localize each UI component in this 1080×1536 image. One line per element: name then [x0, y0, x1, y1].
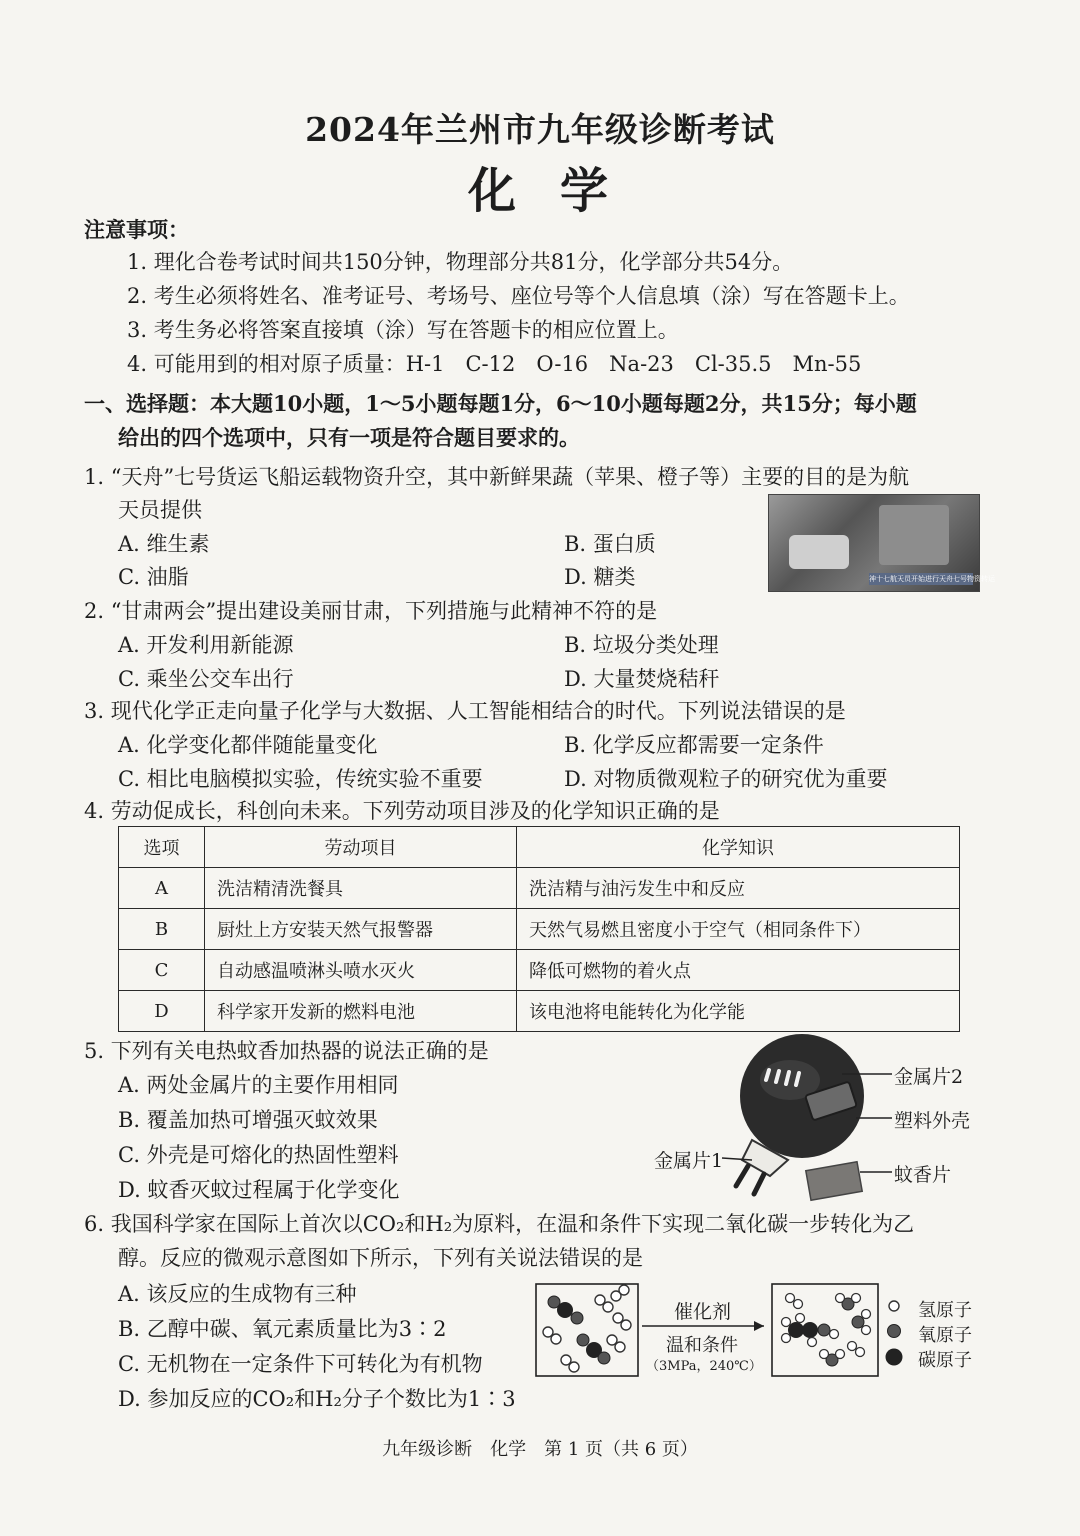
q3-option-d: D. 对物质微观粒子的研究优为重要: [564, 767, 888, 791]
table-cell: 科学家开发新的燃料电池: [205, 991, 517, 1032]
q5-option-a: A. 两处金属片的主要作用相同: [118, 1073, 399, 1097]
table-cell: A: [119, 868, 205, 909]
table-header: 劳动项目: [205, 827, 517, 868]
q5-option-b: B. 覆盖加热可增强灭蚊效果: [118, 1108, 378, 1132]
q1-option-b: B. 蛋白质: [564, 532, 656, 556]
section-heading-cont: 给出的四个选项中，只有一项是符合题目要求的。: [118, 425, 580, 450]
q2-option-b: B. 垃圾分类处理: [564, 633, 719, 657]
q5-option-c: C. 外壳是可熔化的热固性塑料: [118, 1143, 399, 1167]
notice-item: 3. 考生务必将答案直接填（涂）写在答题卡的相应位置上。: [127, 318, 679, 342]
q2-stem: 2. “甘肃两会”提出建设美丽甘肃，下列措施与此精神不符的是: [84, 599, 658, 623]
exam-title: 2024年兰州市九年级诊断考试: [305, 110, 775, 149]
table-cell: C: [119, 950, 205, 991]
label-plastic-shell: 塑料外壳: [894, 1110, 971, 1132]
q6-option-b: B. 乙醇中碳、氧元素质量比为3∶2: [118, 1317, 447, 1341]
q1-stem-cont: 天员提供: [118, 498, 202, 522]
notice-heading: 注意事项：: [84, 217, 189, 242]
q2-option-c: C. 乘坐公交车出行: [118, 667, 294, 691]
table-cell: 厨灶上方安装天然气报警器: [205, 909, 517, 950]
legend-hydrogen: 氢原子: [918, 1300, 972, 1321]
condition-label: 温和条件: [666, 1335, 738, 1356]
table-header: 选项: [119, 827, 205, 868]
notice-item: 4. 可能用到的相对原子质量：H-1 C-12 O-16 Na-23 Cl-35.5 Mn-55: [127, 352, 862, 376]
label-metal2: 金属片2: [894, 1066, 964, 1088]
table-cell: 自动感温喷淋头喷水灭火: [205, 950, 517, 991]
section-heading: 一、选择题：本大题10小题，1～5小题每题1分，6～10小题每题2分，共15分；每小题: [84, 391, 917, 416]
legend-carbon-marker: [886, 1349, 903, 1366]
q3-option-a: A. 化学变化都伴随能量变化: [118, 733, 378, 757]
table-cell: 洗洁精清洗餐具: [205, 868, 517, 909]
table-cell: 降低可燃物的着火点: [517, 950, 960, 991]
q5-option-d: D. 蚊香灭蚊过程属于化学变化: [118, 1178, 400, 1202]
q3-option-c: C. 相比电脑模拟实验，传统实验不重要: [118, 767, 483, 791]
legend-oxygen-marker: [888, 1325, 901, 1338]
params-label: （3MPa，240℃）: [646, 1359, 762, 1374]
table-cell: B: [119, 909, 205, 950]
co2-molecules: [548, 1296, 610, 1364]
q6-stem: 6. 我国科学家在国际上首次以CO₂和H₂为原料，在温和条件下实现二氧化碳一步转化为乙: [84, 1212, 915, 1236]
label-metal1: 金属片1: [654, 1150, 724, 1172]
q3-stem: 3. 现代化学正走向量子化学与大数据、人工智能相结合的时代。下列说法错误的是: [84, 699, 846, 723]
photo-caption: 神十七航天员开始进行天舟七号物资转运: [869, 575, 995, 583]
catalyst-label: 催化剂: [674, 1301, 732, 1323]
q3-option-b: B. 化学反应都需要一定条件: [564, 733, 824, 757]
q1-option-d: D. 糖类: [564, 565, 636, 589]
legend-oxygen: 氧原子: [918, 1325, 972, 1346]
notice-item: 2. 考生必须将姓名、准考证号、考场号、座位号等个人信息填（涂）写在答题卡上。: [127, 284, 910, 308]
q1-option-a: A. 维生素: [118, 532, 210, 556]
table-cell: D: [119, 991, 205, 1032]
label-tablet: 蚊香片: [894, 1164, 952, 1186]
q6-option-d: D. 参加反应的CO₂和H₂分子个数比为1∶3: [118, 1387, 516, 1411]
q1-stem: 1. “天舟”七号货运飞船运载物资升空，其中新鲜果蔬（苹果、橙子等）主要的目的是为航: [84, 465, 910, 489]
table-cell: 天然气易燃且密度小于空气（相同条件下）: [517, 909, 960, 950]
q5-stem: 5. 下列有关电热蚊香加热器的说法正确的是: [84, 1039, 489, 1063]
q6-option-c: C. 无机物在一定条件下可转化为有机物: [118, 1352, 483, 1376]
q6-option-a: A. 该反应的生成物有三种: [118, 1282, 357, 1306]
exam-subject: 化学: [467, 163, 652, 219]
table-cell: 洗洁精与油污发生中和反应: [517, 868, 960, 909]
q6-stem-cont: 醇。反应的微观示意图如下所示，下列有关说法错误的是: [118, 1246, 643, 1270]
legend-hydrogen-marker: [889, 1301, 899, 1311]
q1-option-c: C. 油脂: [118, 565, 189, 589]
table-header: 化学知识: [517, 827, 960, 868]
table-cell: 该电池将电能转化为化学能: [517, 991, 960, 1032]
q2-option-d: D. 大量焚烧秸秆: [564, 667, 720, 691]
q4-stem: 4. 劳动促成长，科创向未来。下列劳动项目涉及的化学知识正确的是: [84, 799, 720, 823]
notice-item: 1. 理化合卷考试时间共150分钟，物理部分共81分，化学部分共54分。: [127, 250, 794, 274]
legend-carbon: 碳原子: [918, 1350, 972, 1371]
page-footer: 九年级诊断 化学 第 1 页（共 6 页）: [382, 1439, 698, 1460]
q2-option-a: A. 开发利用新能源: [118, 633, 294, 657]
ethanol-molecule: [782, 1314, 839, 1347]
